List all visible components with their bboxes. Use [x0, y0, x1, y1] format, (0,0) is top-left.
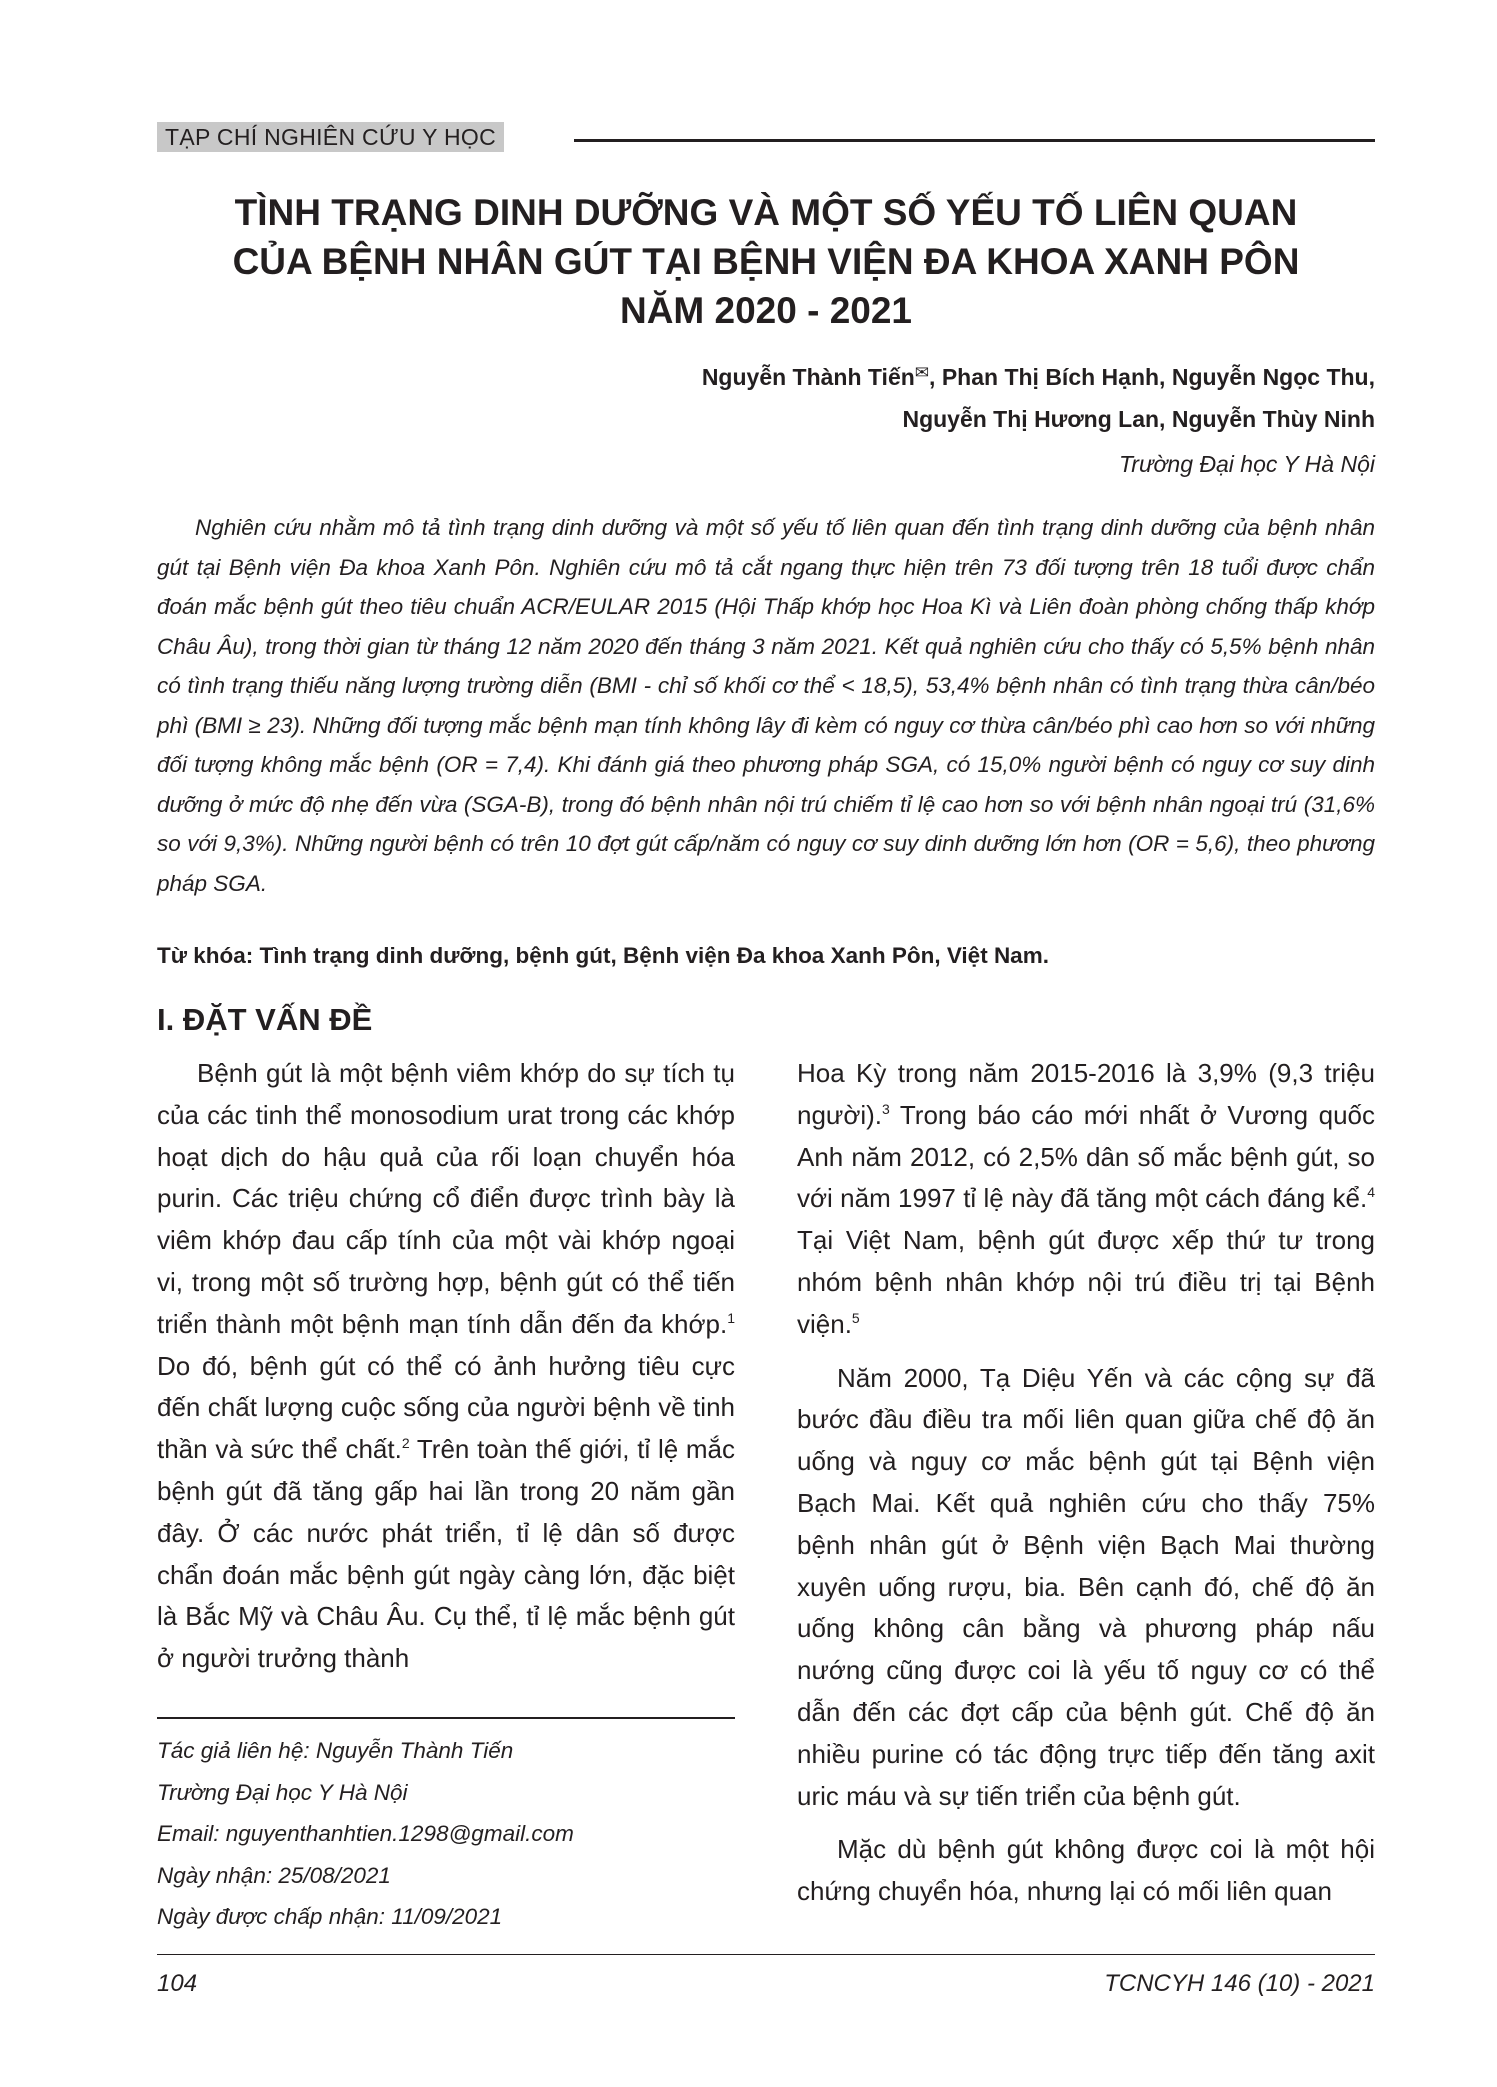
title-line: TÌNH TRẠNG DINH DƯỠNG VÀ MỘT SỐ YẾU TỐ LIÊN QUAN — [234, 192, 1298, 233]
mail-icon: ✉ — [914, 363, 930, 382]
journal-header — [157, 122, 1375, 152]
affiliation: Trường Đại học Y Hà Nội — [1118, 451, 1375, 477]
keywords: Từ khóa: Tình trạng dinh dưỡng, bệnh gút, Bệnh viện Đa khoa Xanh Pôn, Việt Nam. — [157, 943, 1049, 968]
footer-rule — [157, 1954, 1375, 1955]
footnote-accepted: Ngày được chấp nhận: 11/09/2021 — [157, 1904, 503, 1929]
correspondence-footnote — [157, 1730, 735, 1938]
footnote-contact: Tác giả liên hệ: Nguyễn Thành Tiến — [157, 1738, 514, 1763]
paragraph — [157, 1053, 735, 1680]
abstract: Nghiên cứu nhằm mô tả tình trạng dinh dưỡng và một số yếu tố liên quan đến tình trạng dinh dưỡng của bệnh nhân gút tại Bệnh viện Đa khoa Xanh Pôn. Nghiên cứu mô tả cắt ngang thực hiện trên 73 đối tượng trên 18 tuổi được chẩn đoán mắc bệnh gút theo tiêu chuẩn ACR/EULAR 2015 (Hội Thấp khớp học Hoa Kì và Liên đoàn phòng chống thấp khớp Châu Âu), trong thời gian từ tháng 12 năm 2020 đến tháng 3 năm 2021. Kết quả nghiên cứu cho thấy có 5,5% bệnh nhân có tình trạng thiếu năng lượng trường diễn (BMI - chỉ số khối cơ thể < 18,5), 53,4% bệnh nhân có tình trạng thừa cân/béo phì (BMI ≥ 23). Những đối tượng mắc bệnh mạn tính không lây đi kèm có nguy cơ thừa cân/béo phì cao hơn so với những đối tượng không mắc bệnh (OR = 7,4). Khi đánh giá theo phương pháp SGA, có 15,0% người bệnh có nguy cơ suy dinh dưỡng ở mức độ nhẹ đến vừa (SGA-B), trong đó bệnh nhân nội trú chiếm tỉ lệ cao hơn so với bệnh nhân ngoại trú (31,6% so với 9,3%). Những người bệnh có trên 10 đợt gút cấp/năm có nguy cơ suy dinh dưỡng lớn hơn (OR = 5,6), theo phương pháp SGA. — [157, 515, 1375, 896]
title-line: NĂM 2020 - 2021 — [619, 290, 913, 331]
body-column-left — [157, 1053, 735, 1692]
citation: 3 — [882, 1100, 890, 1117]
citation: 2 — [401, 1435, 410, 1452]
corresponding-author: Nguyễn Thành Tiến — [701, 364, 915, 390]
author-list — [702, 352, 1375, 440]
text-run: Do đó, bệnh gút có thể có ảnh hưởng tiêu cực đến chất lượng cuộc sống của người bệnh về tinh thần và sức thể chất. — [157, 1350, 735, 1465]
coauthors: , Phan Thị Bích Hạnh, Nguyễn Ngọc Thu, — [929, 364, 1375, 390]
journal-name: TẠP CHÍ NGHIÊN CỨU Y HỌC — [157, 122, 504, 152]
page-number: 104 — [157, 1970, 198, 1997]
text-run: Hoa Kỳ trong năm 2015-2016 là 3,9% (9,3 triệu người). — [797, 1058, 1375, 1130]
header-rule — [574, 139, 1375, 142]
paragraph: Năm 2000, Tạ Diệu Yến và các cộng sự đã bước đầu điều tra mối liên quan giữa chế độ ăn uống và nguy cơ mắc bệnh gút tại Bệnh viện Bạch Mai. Kết quả nghiên cứu cho thấy 75% bệnh nhân gút ở Bệnh viện Bạch Mai thường xuyên uống rượu, bia. Bên cạnh đó, chế độ ăn uống không cân bằng và phương pháp nấu nướng cũng được coi là yếu tố nguy cơ có thể dẫn đến các đợt cấp của bệnh gút. Chế độ ăn nhiều purine có tác động trực tiếp đến tăng axit uric máu và sự tiến triển của bệnh gút. — [797, 1362, 1375, 1811]
footnote-received: Ngày nhận: 25/08/2021 — [157, 1862, 391, 1888]
text-run: Bệnh gút là một bệnh viêm khớp do sự tích tụ của các tinh thể monosodium urat trong các khớp hoạt dịch do hậu quả của rối loạn chuyển hóa purin. Các triệu chứng cổ điển được trình bày là viêm khớp đau cấp tính của một vài khớp ngoại vi, trong một số trường hợp, bệnh gút có thể tiến triển thành một bệnh mạn tính dẫn đến đa khớp. — [157, 1058, 735, 1339]
text-run: Tại Việt Nam, bệnh gút được xếp thứ tư trong nhóm bệnh nhân khớp nội trú điều trị tại Bệnh viện. — [797, 1225, 1375, 1339]
paragraph — [797, 1053, 1375, 1346]
section-heading: I. ĐẶT VẤN ĐỀ — [157, 1002, 373, 1037]
author-line: Nguyễn Thị Hương Lan, Nguyễn Thùy Ninh — [902, 406, 1375, 432]
footnote-email: Email: nguyenthanhtien.1298@gmail.com — [157, 1821, 574, 1846]
body-column-right — [797, 1053, 1375, 1925]
citation: 1 — [727, 1309, 735, 1326]
title-line: CỦA BỆNH NHÂN GÚT TẠI BỆNH VIỆN ĐA KHOA XANH PÔN — [232, 241, 1300, 282]
issue-reference: TCNCYH 146 (10) - 2021 — [1104, 1970, 1375, 1997]
footnote-institution: Trường Đại học Y Hà Nội — [157, 1779, 408, 1805]
article-title — [157, 188, 1375, 335]
citation: 4 — [1367, 1184, 1375, 1201]
footnote-rule — [157, 1717, 735, 1719]
paragraph: Mặc dù bệnh gút không được coi là một hội chứng chuyển hóa, nhưng lại có mối liên quan — [797, 1834, 1375, 1907]
citation: 5 — [851, 1309, 860, 1326]
author-line — [702, 352, 1375, 398]
text-run: Trên toàn thế giới, tỉ lệ mắc bệnh gút đã tăng gấp hai lần trong 20 năm gần đây. Ở các nước phát triển, tỉ lệ dân số được chẩn đoán mắc bệnh gút ngày càng lớn, đặc biệt là Bắc Mỹ và Châu Âu. Cụ thể, tỉ lệ mắc bệnh gút ở người trưởng thành — [157, 1434, 736, 1674]
text-run: Trong báo cáo mới nhất ở Vương quốc Anh năm 2012, có 2,5% dân số mắc bệnh gút, so với năm 1997 tỉ lệ này đã tăng một cách đáng kể. — [797, 1099, 1375, 1214]
